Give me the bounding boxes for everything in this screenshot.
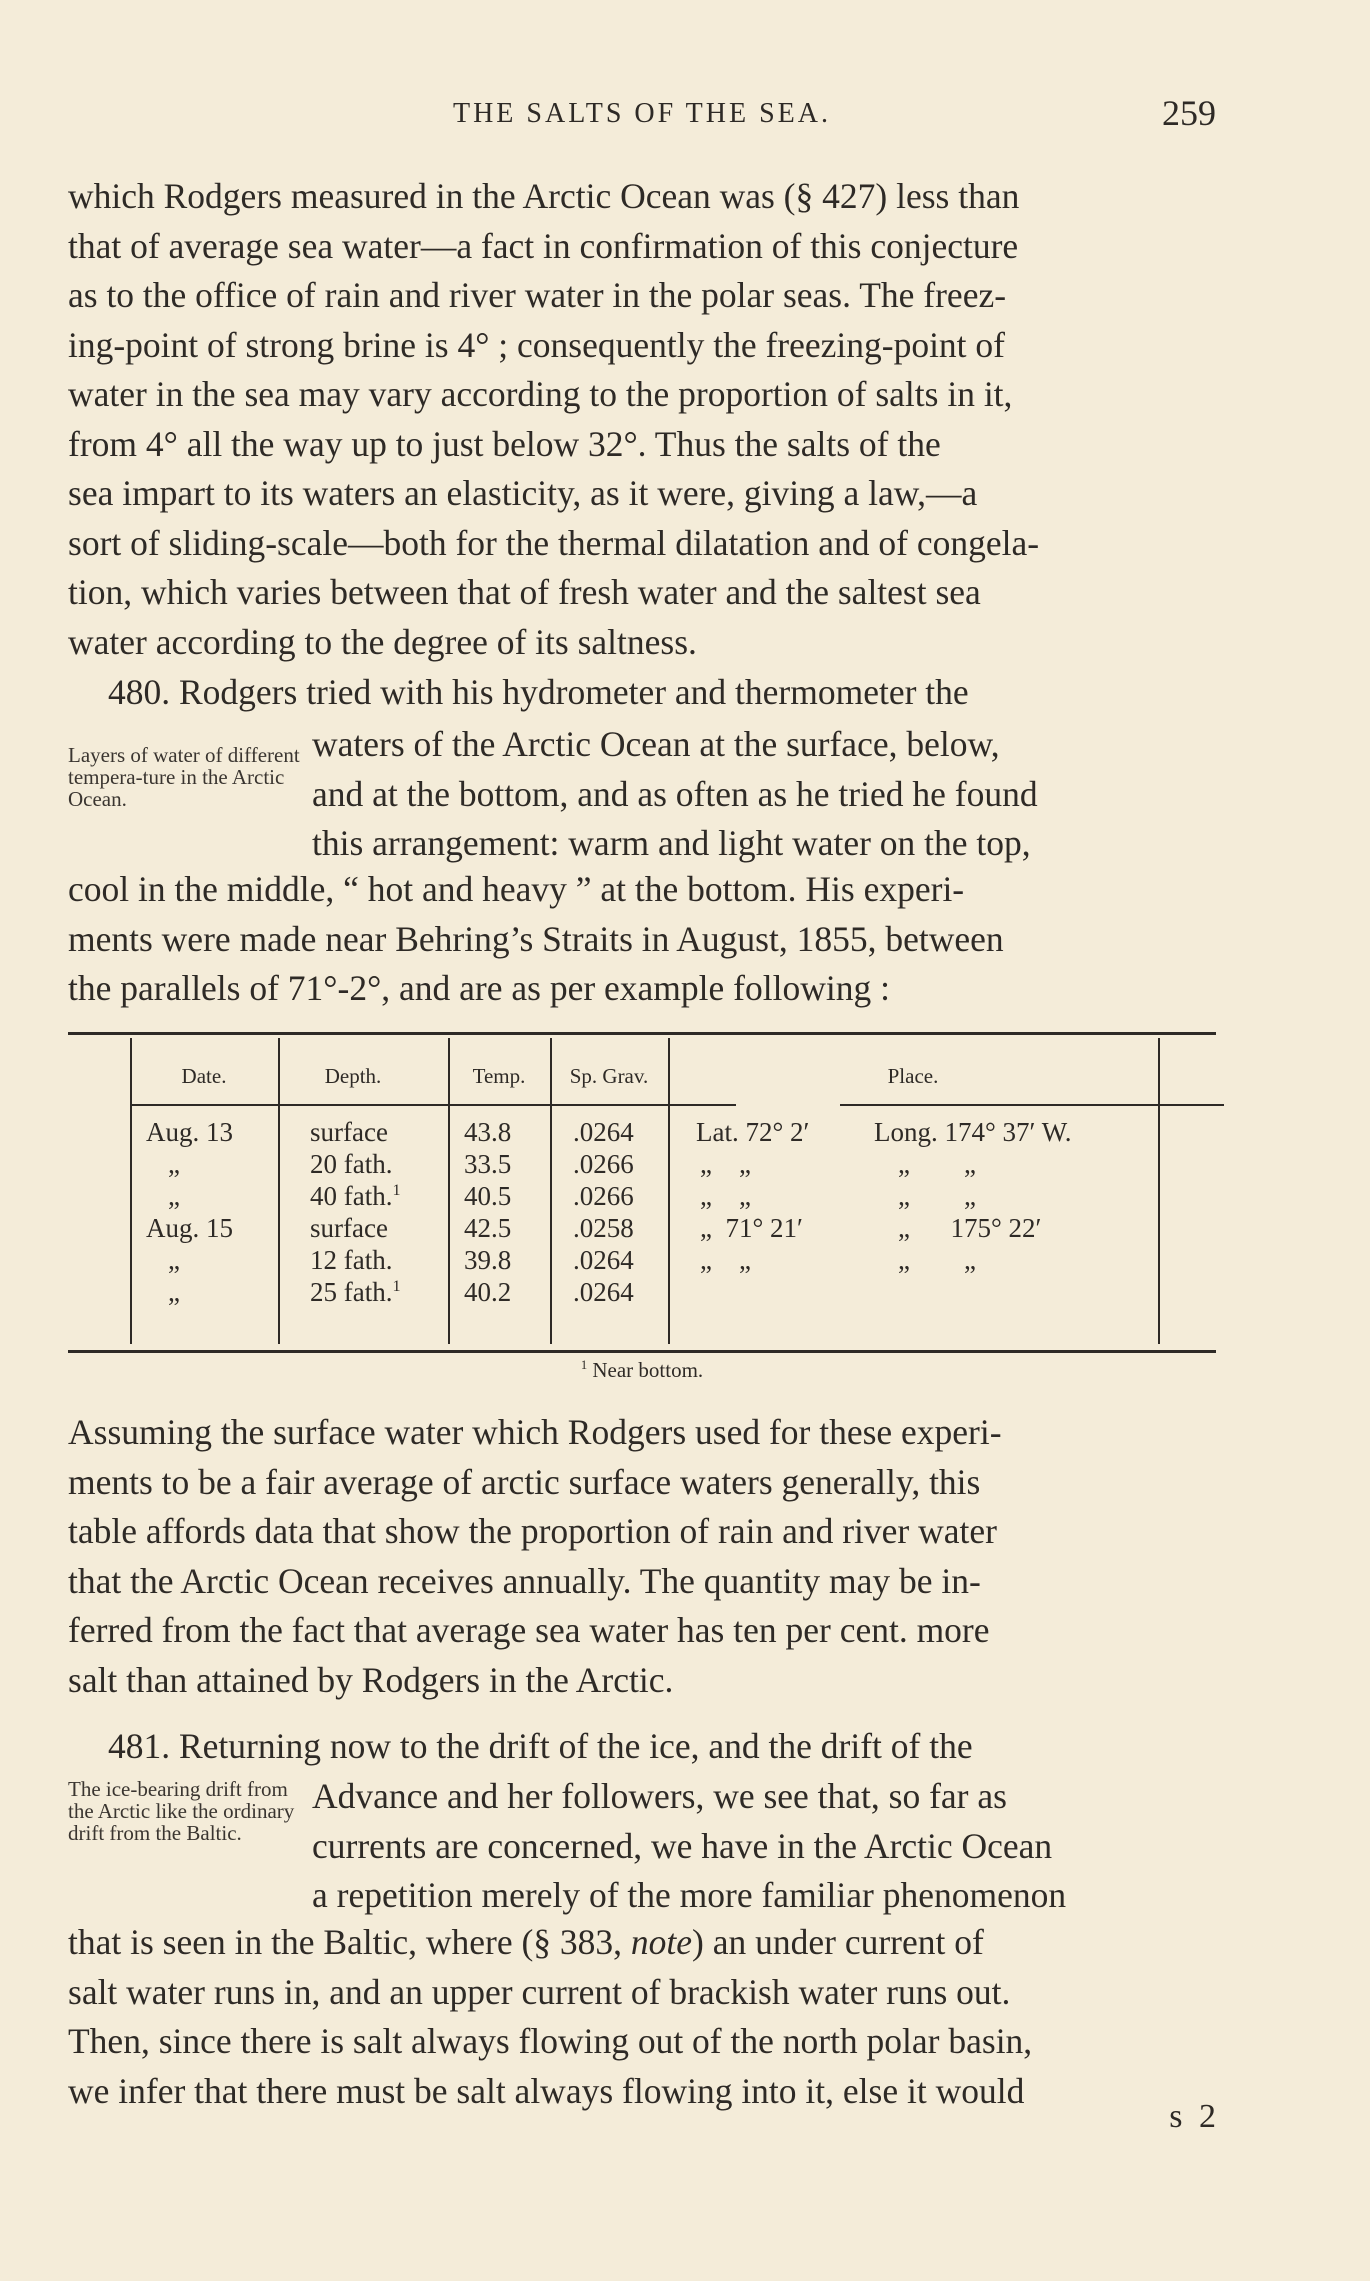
table-cell-sp-grav: .0258 <box>573 1213 634 1243</box>
col-header-date: Date. <box>181 1064 227 1088</box>
table-cell-depth <box>310 1212 388 1244</box>
text-line: this arrangement: warm and light water on the top, <box>312 823 1031 863</box>
table-cell-long: „ „ <box>898 1181 976 1211</box>
table-cell-date: Aug. 15 <box>146 1213 233 1243</box>
paragraph-481-side-block <box>68 1772 1216 1922</box>
table-cell-temp: 40.2 <box>464 1277 512 1307</box>
table-cell-long: Long. 174° 37′ W. <box>874 1117 1072 1147</box>
text-line: 481. Returning now to the drift of the ice, and the drift of the <box>108 1726 973 1766</box>
footnote-marker: 1 <box>392 1277 401 1295</box>
text-line: that of average sea water—a fact in confirmation of this conjecture <box>68 225 1019 266</box>
footnote-marker: 1 <box>580 1358 588 1372</box>
col-header-depth: Depth. <box>324 1064 382 1088</box>
col-header-place: Place. <box>887 1064 939 1088</box>
footnote-text: Near bottom. <box>592 1358 704 1382</box>
table-cell-sp-grav: .0264 <box>573 1277 634 1307</box>
page-header <box>68 92 1216 136</box>
text-line: that the Arctic Ocean receives annually. The quantity may be in- <box>68 1560 981 1601</box>
paragraph-480-opening <box>68 668 1216 718</box>
table-cell-temp: 40.5 <box>464 1181 512 1211</box>
margin-note-layers: Layers of water of different tempera-ture in the Arctic Ocean. <box>68 743 300 811</box>
table-cell-depth <box>310 1180 401 1212</box>
paragraph-481-rest <box>68 1918 1216 2116</box>
paragraph-481-opening <box>68 1722 1216 1772</box>
table-cell-temp: 42.5 <box>464 1213 512 1243</box>
text-line: waters of the Arctic Ocean at the surface, below, <box>312 724 1000 764</box>
text-line: as to the office of rain and river water in the polar seas. The freez- <box>68 275 1007 315</box>
table-cell-long: „ 175° 22′ <box>898 1213 1042 1243</box>
table-cell-date: „ <box>168 1181 180 1211</box>
table-footnote <box>68 1358 1216 1383</box>
table-cell-temp: 33.5 <box>464 1149 512 1179</box>
text-line <box>68 1918 1216 1968</box>
table-cell-sp-grav: .0264 <box>573 1245 634 1275</box>
emphasis-note: note <box>630 1922 693 1962</box>
text-line: table affords data that show the proportion of rain and river water <box>68 1511 997 1551</box>
header-rule <box>840 1104 1224 1106</box>
table-cell-lat: „ „ <box>700 1245 751 1275</box>
text-line: Then, since there is salt always flowing out of the north polar basin, <box>68 2021 1033 2061</box>
text-line: salt than attained by Rodgers in the Arctic. <box>68 1659 674 1700</box>
depth-value: 25 fath. <box>310 1277 393 1307</box>
table-cell-sp-grav: .0266 <box>573 1149 634 1179</box>
margin-note-ice-drift: The ice-bearing drift from the Arctic like the ordinary drift from the Baltic. <box>68 1777 295 1845</box>
text-line: from 4° all the way up to just below 32°. Thus the salts of the <box>68 423 941 464</box>
table-cell-date: „ <box>168 1149 180 1179</box>
text-line: water according to the degree of its saltness. <box>68 621 697 662</box>
text-span: that is seen in the Baltic, where (§ 383, <box>68 1922 631 1962</box>
table-cell-depth <box>310 1276 401 1308</box>
table-cell-long: „ „ <box>898 1149 976 1179</box>
table-cell-lat: Lat. 72° 2′ <box>696 1117 810 1147</box>
text-line: ing-point of strong brine is 4° ; consequently the freezing-point of <box>68 324 1005 365</box>
text-line: 480. Rodgers tried with his hydrometer and thermometer the <box>108 672 969 712</box>
table-cell-depth <box>310 1148 392 1180</box>
table-cell-lat: „ 71° 21′ <box>700 1213 803 1243</box>
table-cell-date: „ <box>168 1277 180 1307</box>
table-bottom-rule <box>68 1350 1216 1353</box>
table-cell-lat: „ „ <box>700 1149 751 1179</box>
paragraph-481-side-text <box>312 1772 1216 1921</box>
paragraph-480-side-text <box>312 720 1216 869</box>
text-line: Advance and her followers, we see that, so far as <box>312 1776 1007 1816</box>
depth-value: 40 fath. <box>310 1181 393 1211</box>
text-line: and at the bottom, and as often as he tried he found <box>312 773 1038 814</box>
depth-value: surface <box>310 1117 388 1147</box>
table-cell-depth <box>310 1244 392 1276</box>
observations-table <box>68 1032 1216 1352</box>
text-line: which Rodgers measured in the Arctic Ocean was (§ 427) less than <box>68 176 1020 216</box>
signature-mark: s 2 <box>1169 2098 1220 2135</box>
text-line: currents are concerned, we have in the Arctic Ocean <box>312 1825 1053 1866</box>
text-line: we infer that there must be salt always flowing into it, else it would <box>68 2070 1025 2111</box>
table-cell-lat: „ „ <box>700 1181 751 1211</box>
text-line: water in the sea may vary according to the proportion of salts in it, <box>68 374 1013 414</box>
col-header-temp: Temp. <box>472 1064 526 1088</box>
text-line: Assuming the surface water which Rodgers used for these experi- <box>68 1412 1002 1452</box>
text-line: sort of sliding-scale—both for the thermal dilatation and of congela- <box>68 522 1040 563</box>
text-span: ) an under current of <box>692 1922 984 1962</box>
text-line: tion, which varies between that of fresh water and the saltest sea <box>68 572 981 612</box>
text-line: sea impart to its waters an elasticity, as it were, giving a law,—a <box>68 473 978 513</box>
table-top-rule <box>68 1032 1216 1035</box>
paragraph-480-rest <box>68 865 1216 1014</box>
text-line: ferred from the fact that average sea water has ten per cent. more <box>68 1610 990 1650</box>
paragraph-continuation <box>68 172 1216 667</box>
table-cell-temp: 39.8 <box>464 1245 512 1275</box>
table-cell-long: „ „ <box>898 1245 976 1275</box>
paragraph-480-side-block <box>68 720 1216 870</box>
table-cell-depth <box>310 1116 388 1148</box>
table-cell-sp-grav: .0266 <box>573 1181 634 1211</box>
header-rule <box>130 1104 736 1106</box>
table-cell-temp: 43.8 <box>464 1117 512 1147</box>
depth-value: surface <box>310 1213 388 1243</box>
column-rule <box>1158 1038 1160 1344</box>
depth-value: 20 fath. <box>310 1149 393 1179</box>
text-line: cool in the middle, “ hot and heavy ” at the bottom. His experi- <box>68 869 965 909</box>
text-line: salt water runs in, and an upper current of brackish water runs out. <box>68 1971 1011 2012</box>
paragraph-assuming <box>68 1408 1216 1705</box>
table-cell-sp-grav: .0264 <box>573 1117 634 1147</box>
footnote-marker: 1 <box>392 1181 401 1199</box>
table-cell-date: „ <box>168 1245 180 1275</box>
text-line: the parallels of 71°-2°, and are as per example following : <box>68 968 890 1008</box>
text-line: ments to be a fair average of arctic surface waters generally, this <box>68 1461 981 1502</box>
text-line: ments were made near Behring’s Straits in August, 1855, between <box>68 918 1004 959</box>
col-header-sp-grav: Sp. Grav. <box>569 1064 649 1088</box>
text-line: a repetition merely of the more familiar phenomenon <box>312 1875 1067 1915</box>
depth-value: 12 fath. <box>310 1245 393 1275</box>
running-head: THE SALTS OF THE SEA. <box>452 98 832 129</box>
page-number: 259 <box>1162 93 1216 133</box>
table-cell-date: Aug. 13 <box>146 1117 233 1147</box>
